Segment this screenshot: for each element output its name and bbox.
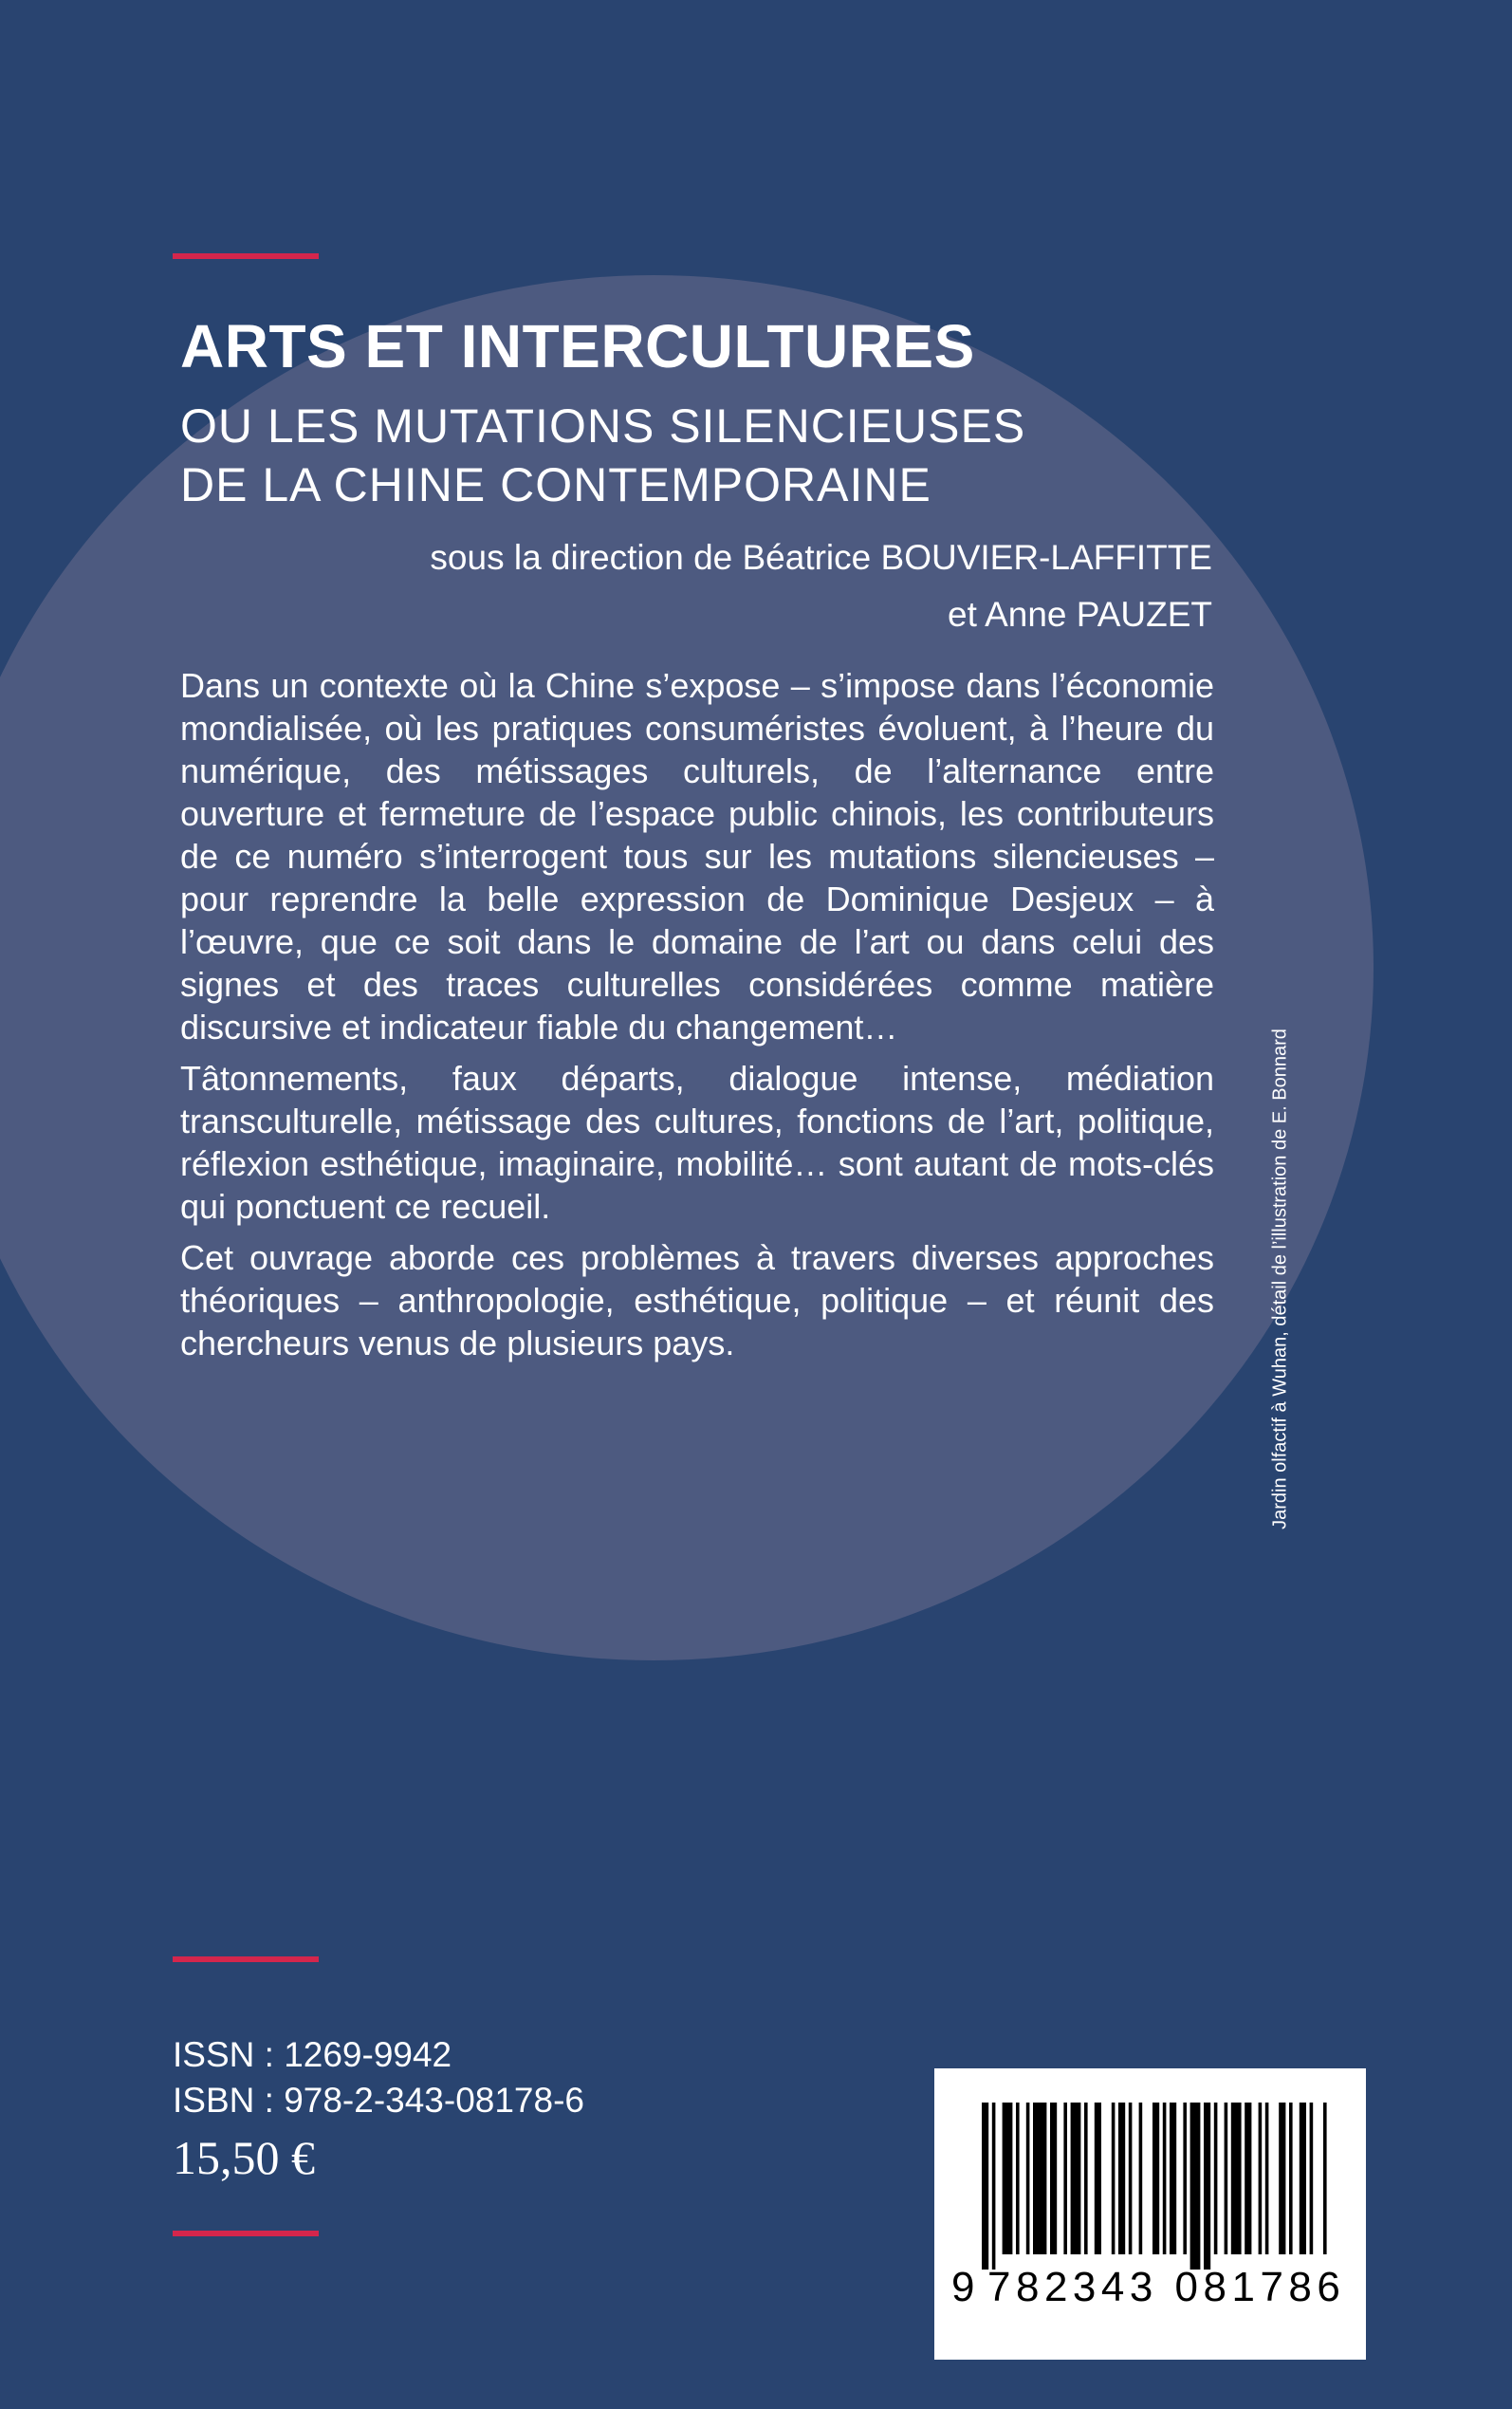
back-cover-text (180, 664, 1214, 1373)
isbn: ISBN : 978-2-343-08178-6 (173, 2081, 584, 2120)
barcode-bar (1323, 2103, 1327, 2254)
barcode-bar (1118, 2103, 1125, 2254)
body-paragraph-3: Cet ouvrage aborde ces problèmes à travers diverses approches théoriques – anthropologie, esthétique, politique – et réunit des chercheurs venus de plusieurs pays. (180, 1238, 1214, 1362)
barcode-bar (1310, 2103, 1314, 2254)
barcode-bar (1095, 2103, 1101, 2254)
barcode-bar (1231, 2103, 1242, 2254)
barcode-bar (1016, 2103, 1020, 2254)
barcode-bar (1183, 2103, 1187, 2254)
barcode-bar (1204, 2103, 1210, 2270)
barcode-bar (1214, 2103, 1218, 2254)
barcode-bar (1279, 2103, 1285, 2254)
barcode-bar (1139, 2103, 1143, 2254)
barcode-bar (1190, 2103, 1201, 2270)
barcode-bar (1063, 2103, 1067, 2254)
bottom-accent-rule (173, 2231, 319, 2236)
barcode-bar (1152, 2103, 1159, 2254)
editors-credit (430, 529, 1212, 643)
price: 15,50 € (173, 2131, 315, 2184)
barcode-first-digit: 9 (951, 2264, 975, 2310)
top-accent-rule (173, 253, 319, 259)
illustration-credit: Jardin olfactif à Wuhan, détail de l’illustration de E. Bonnard (1269, 1028, 1291, 1529)
barcode-bar (1259, 2103, 1263, 2254)
issn: ISSN : 1269-9942 (173, 2035, 452, 2074)
barcode-digits: 782343 081786 (987, 2264, 1346, 2310)
barcode-bar (1050, 2103, 1057, 2254)
editors-line-1: sous la direction de Béatrice BOUVIER-LAFFITTE (430, 538, 1212, 577)
barcode (934, 2068, 1366, 2360)
body-paragraph-2: Tâtonnements, faux départs, dialogue intense, médiation transculturelle, métissage des cultures, fonctions de l’art, politique, réflexion esthétique, imaginaire, mobilité… sont autant de mots-clés qui ponctuent ce recueil. (180, 1059, 1214, 1226)
barcode-bar (1026, 2103, 1030, 2254)
barcode-bar (1163, 2103, 1167, 2254)
body-paragraph-1: Dans un contexte où la Chine s’expose – s’impose dans l’économie mondialisée, où les pratiques consuméristes évoluent, à l’heure du numérique, des métissages culturels, de l’alternance entre ouverture et fermeture de l’espace public chinois, les contributeurs de ce numéro s’interrogent tous sur les mutations silencieuses – pour reprendre la belle expression de Dominique Desjeux – à l’œuvre, que ce soit dans le domaine de l’art ou dans celui des signes et des traces culturelles considérées comme matière discursive et indicateur fiable du changement… (180, 666, 1214, 1047)
barcode-bar (1300, 2103, 1306, 2254)
subtitle-line-1: OU LES MUTATIONS SILENCIEUSES (180, 399, 1026, 453)
book-subtitle (180, 397, 1025, 514)
barcode-bar (1033, 2103, 1046, 2254)
barcode-bar (1003, 2103, 1013, 2254)
barcode-bars-icon (982, 2103, 1328, 2270)
barcode-bar (1112, 2103, 1116, 2254)
barcode-bar (1265, 2103, 1269, 2254)
barcode-bar (1289, 2103, 1293, 2254)
barcode-bar (1225, 2103, 1228, 2254)
book-title: ARTS ET INTERCULTURES (180, 312, 975, 380)
middle-accent-rule (173, 1956, 319, 1962)
barcode-bar (982, 2103, 988, 2270)
barcode-bar (1084, 2103, 1088, 2254)
barcode-bar (1129, 2103, 1133, 2254)
subtitle-line-2: DE LA CHINE CONTEMPORAINE (180, 458, 931, 511)
barcode-bar (1071, 2103, 1081, 2254)
barcode-bar (992, 2103, 996, 2270)
editors-line-2: et Anne PAUZET (948, 595, 1212, 634)
barcode-bar (1245, 2103, 1251, 2254)
barcode-bar (1170, 2103, 1176, 2254)
identifiers (173, 2032, 584, 2123)
